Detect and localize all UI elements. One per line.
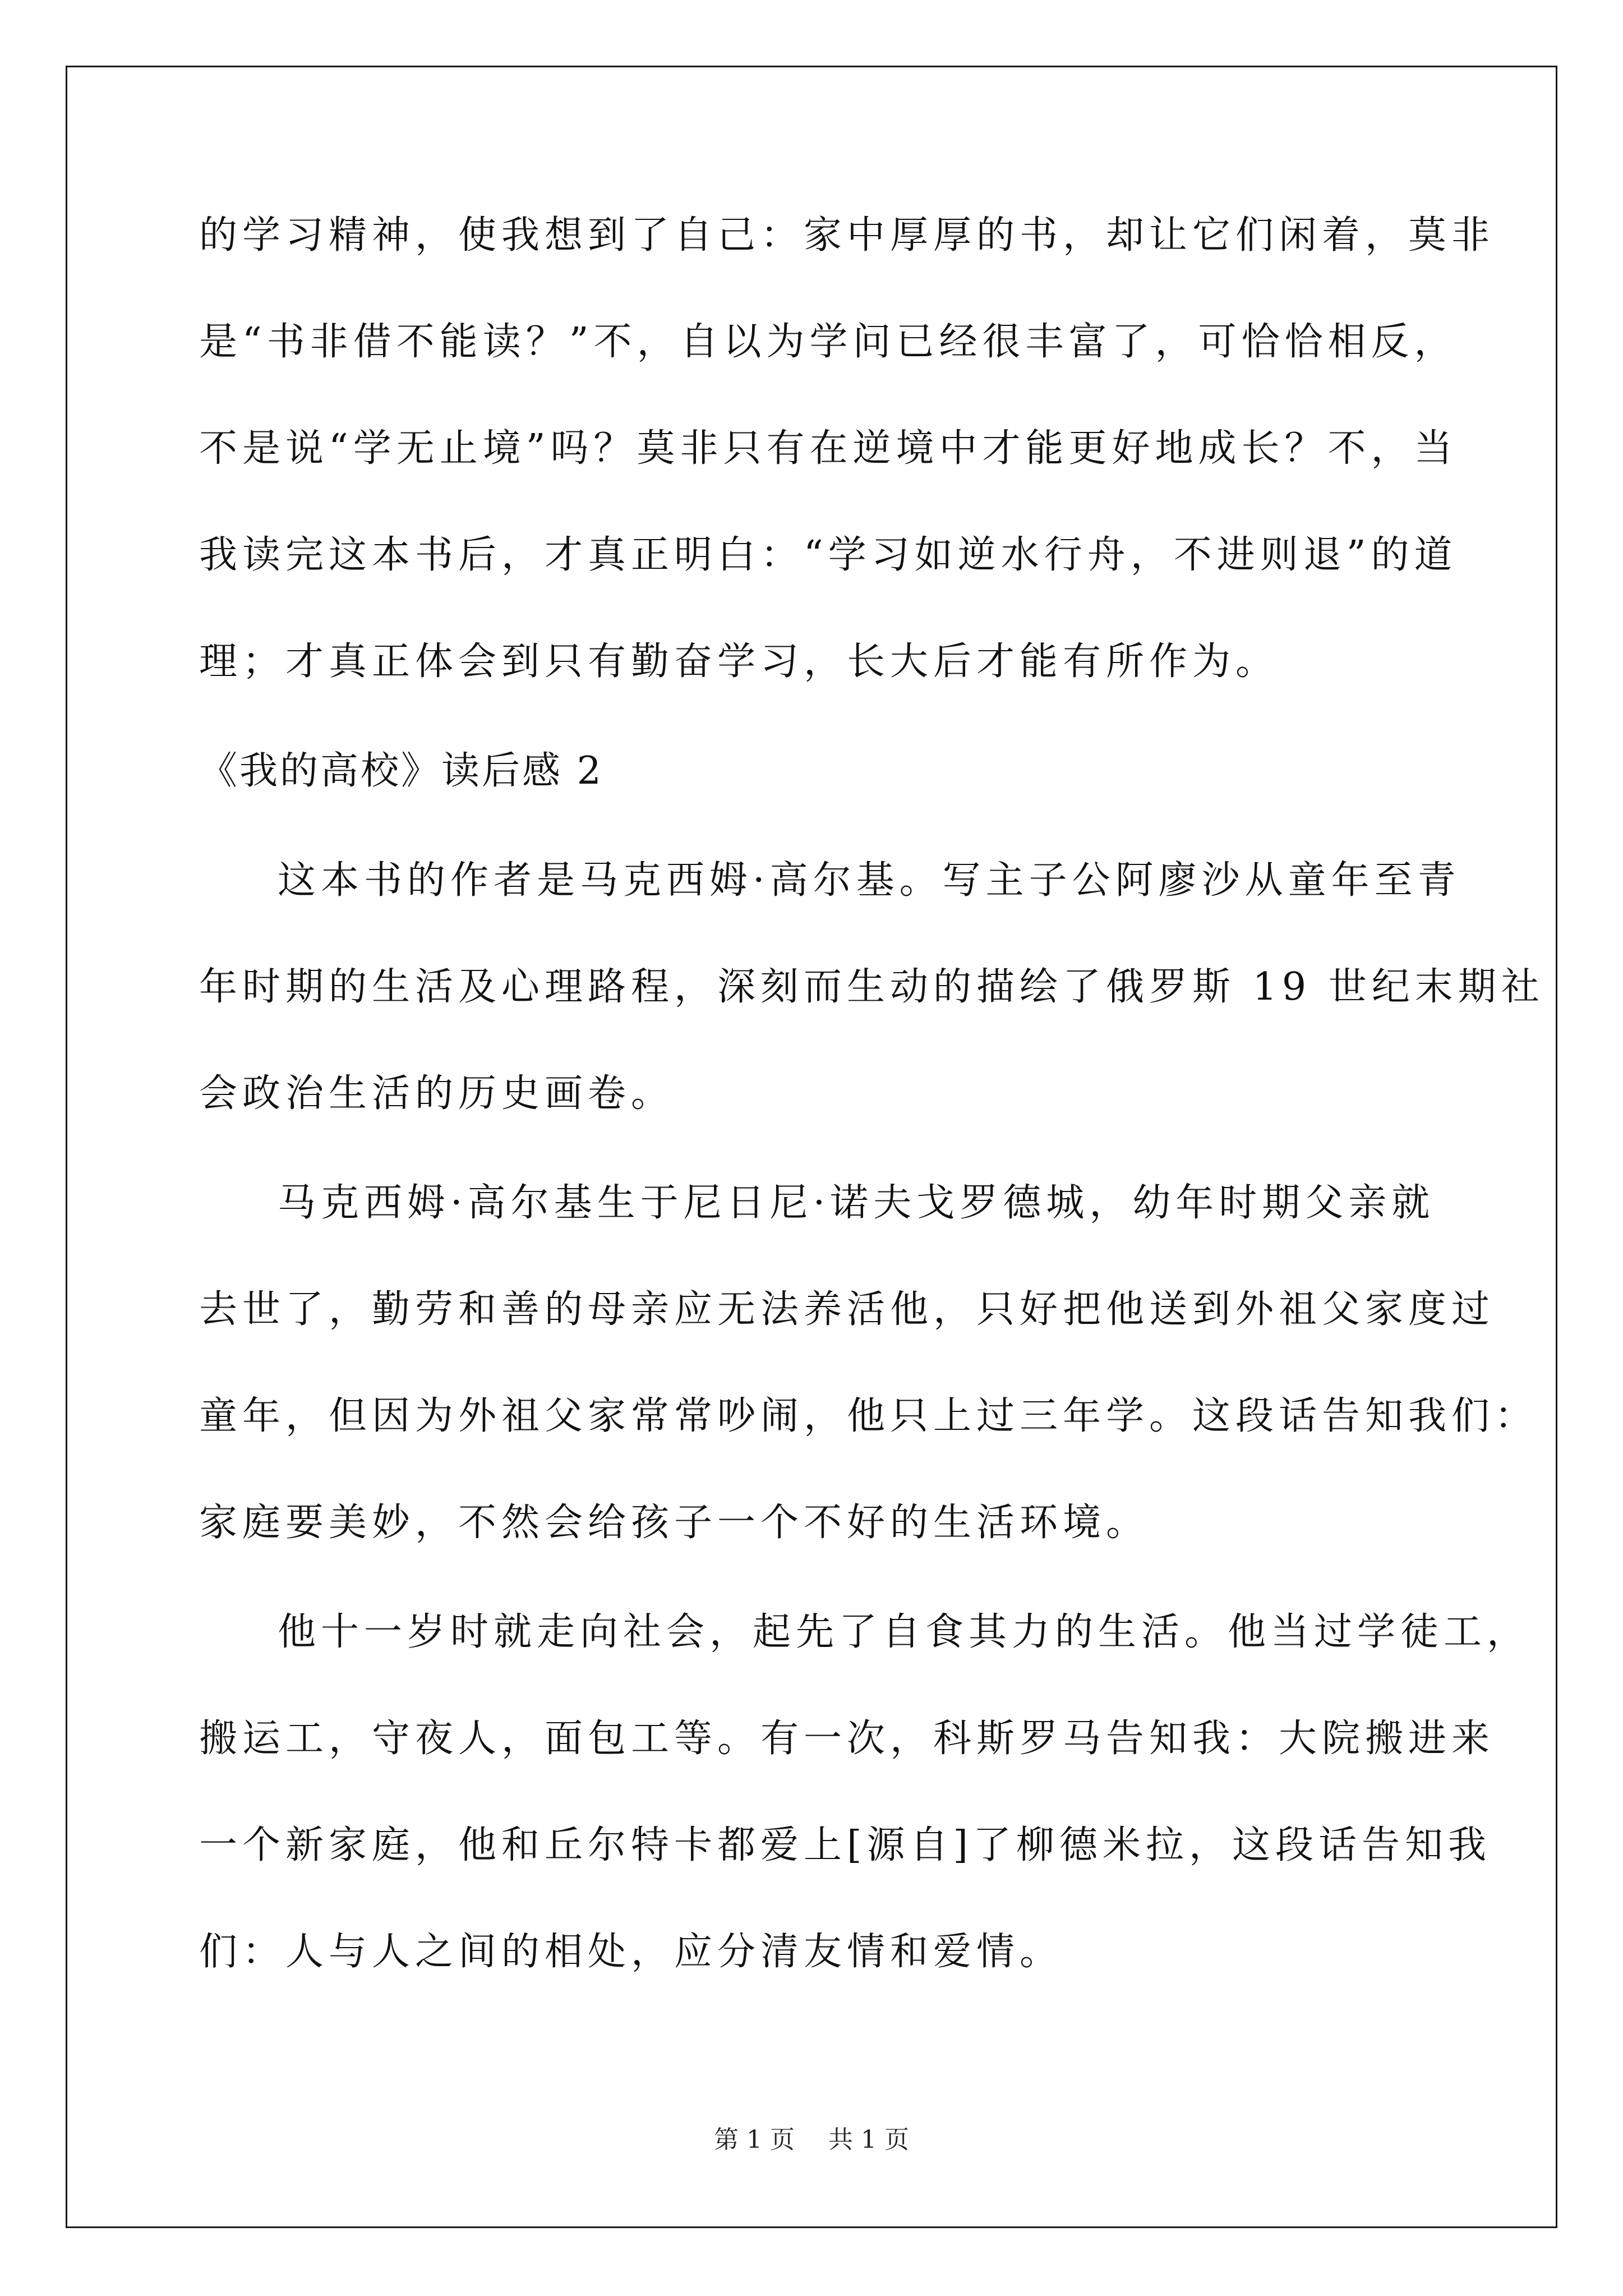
page-number: 第 1 页: [714, 2125, 795, 2154]
page-footer: [0, 2126, 1623, 2154]
page-border: [66, 66, 1557, 2228]
text-line: 会政治生活的历史画卷。: [199, 1071, 675, 1116]
text-line: 一个新家庭，他和丘尔特卡都爱上[源自]了柳德米拉，这段话告知我: [199, 1823, 1492, 1867]
text-line: 这本书的作者是马克西姆·高尔基。写主子公阿廖沙从童年至青: [278, 858, 1461, 903]
text-line: 马克西姆·高尔基生于尼日尼·诺夫戈罗德城，幼年时期父亲就: [278, 1181, 1435, 1225]
text-line: 们：人与人之间的相处，应分清友情和爱情。: [199, 1930, 1063, 1974]
text-line: 理；才真正体会到只有勤奋学习，长大后才能有所作为。: [199, 639, 1279, 684]
text-line: 不是说“学无止境”吗？莫非只有在逆境中才能更好地成长？不，当: [199, 426, 1458, 471]
section-heading: 《我的高校》读后感 2: [199, 749, 603, 793]
text-line: 去世了，勤劳和善的母亲应无法养活他，只好把他送到外祖父家度过: [199, 1287, 1495, 1332]
text-line: 他十一岁时就走向社会，起先了自食其力的生活。他当过学徒工，: [278, 1610, 1530, 1654]
text-line: 年时期的生活及心理路程，深刻而生动的描绘了俄罗斯 19 世纪末期社: [199, 965, 1544, 1009]
text-line: 的学习精神，使我想到了自己：家中厚厚的书，却让它们闲着，莫非: [199, 213, 1495, 257]
text-line: 是“书非借不能读？”不，自以为学问已经很丰富了，可恰恰相反，: [199, 320, 1458, 364]
text-line: 家庭要美妙，不然会给孩子一个不好的生活环境。: [199, 1501, 1150, 1545]
text-line: 我读完这本书后，才真正明白：“学习如逆水行舟，不进则退”的道: [199, 533, 1458, 577]
page-total: 共 1 页: [828, 2125, 909, 2154]
text-line: 搬运工，守夜人，面包工等。有一次，科斯罗马告知我：大院搬进来: [199, 1717, 1495, 1761]
text-line: 童年，但因为外祖父家常常吵闹，他只上过三年学。这段话告知我们：: [199, 1394, 1538, 1438]
